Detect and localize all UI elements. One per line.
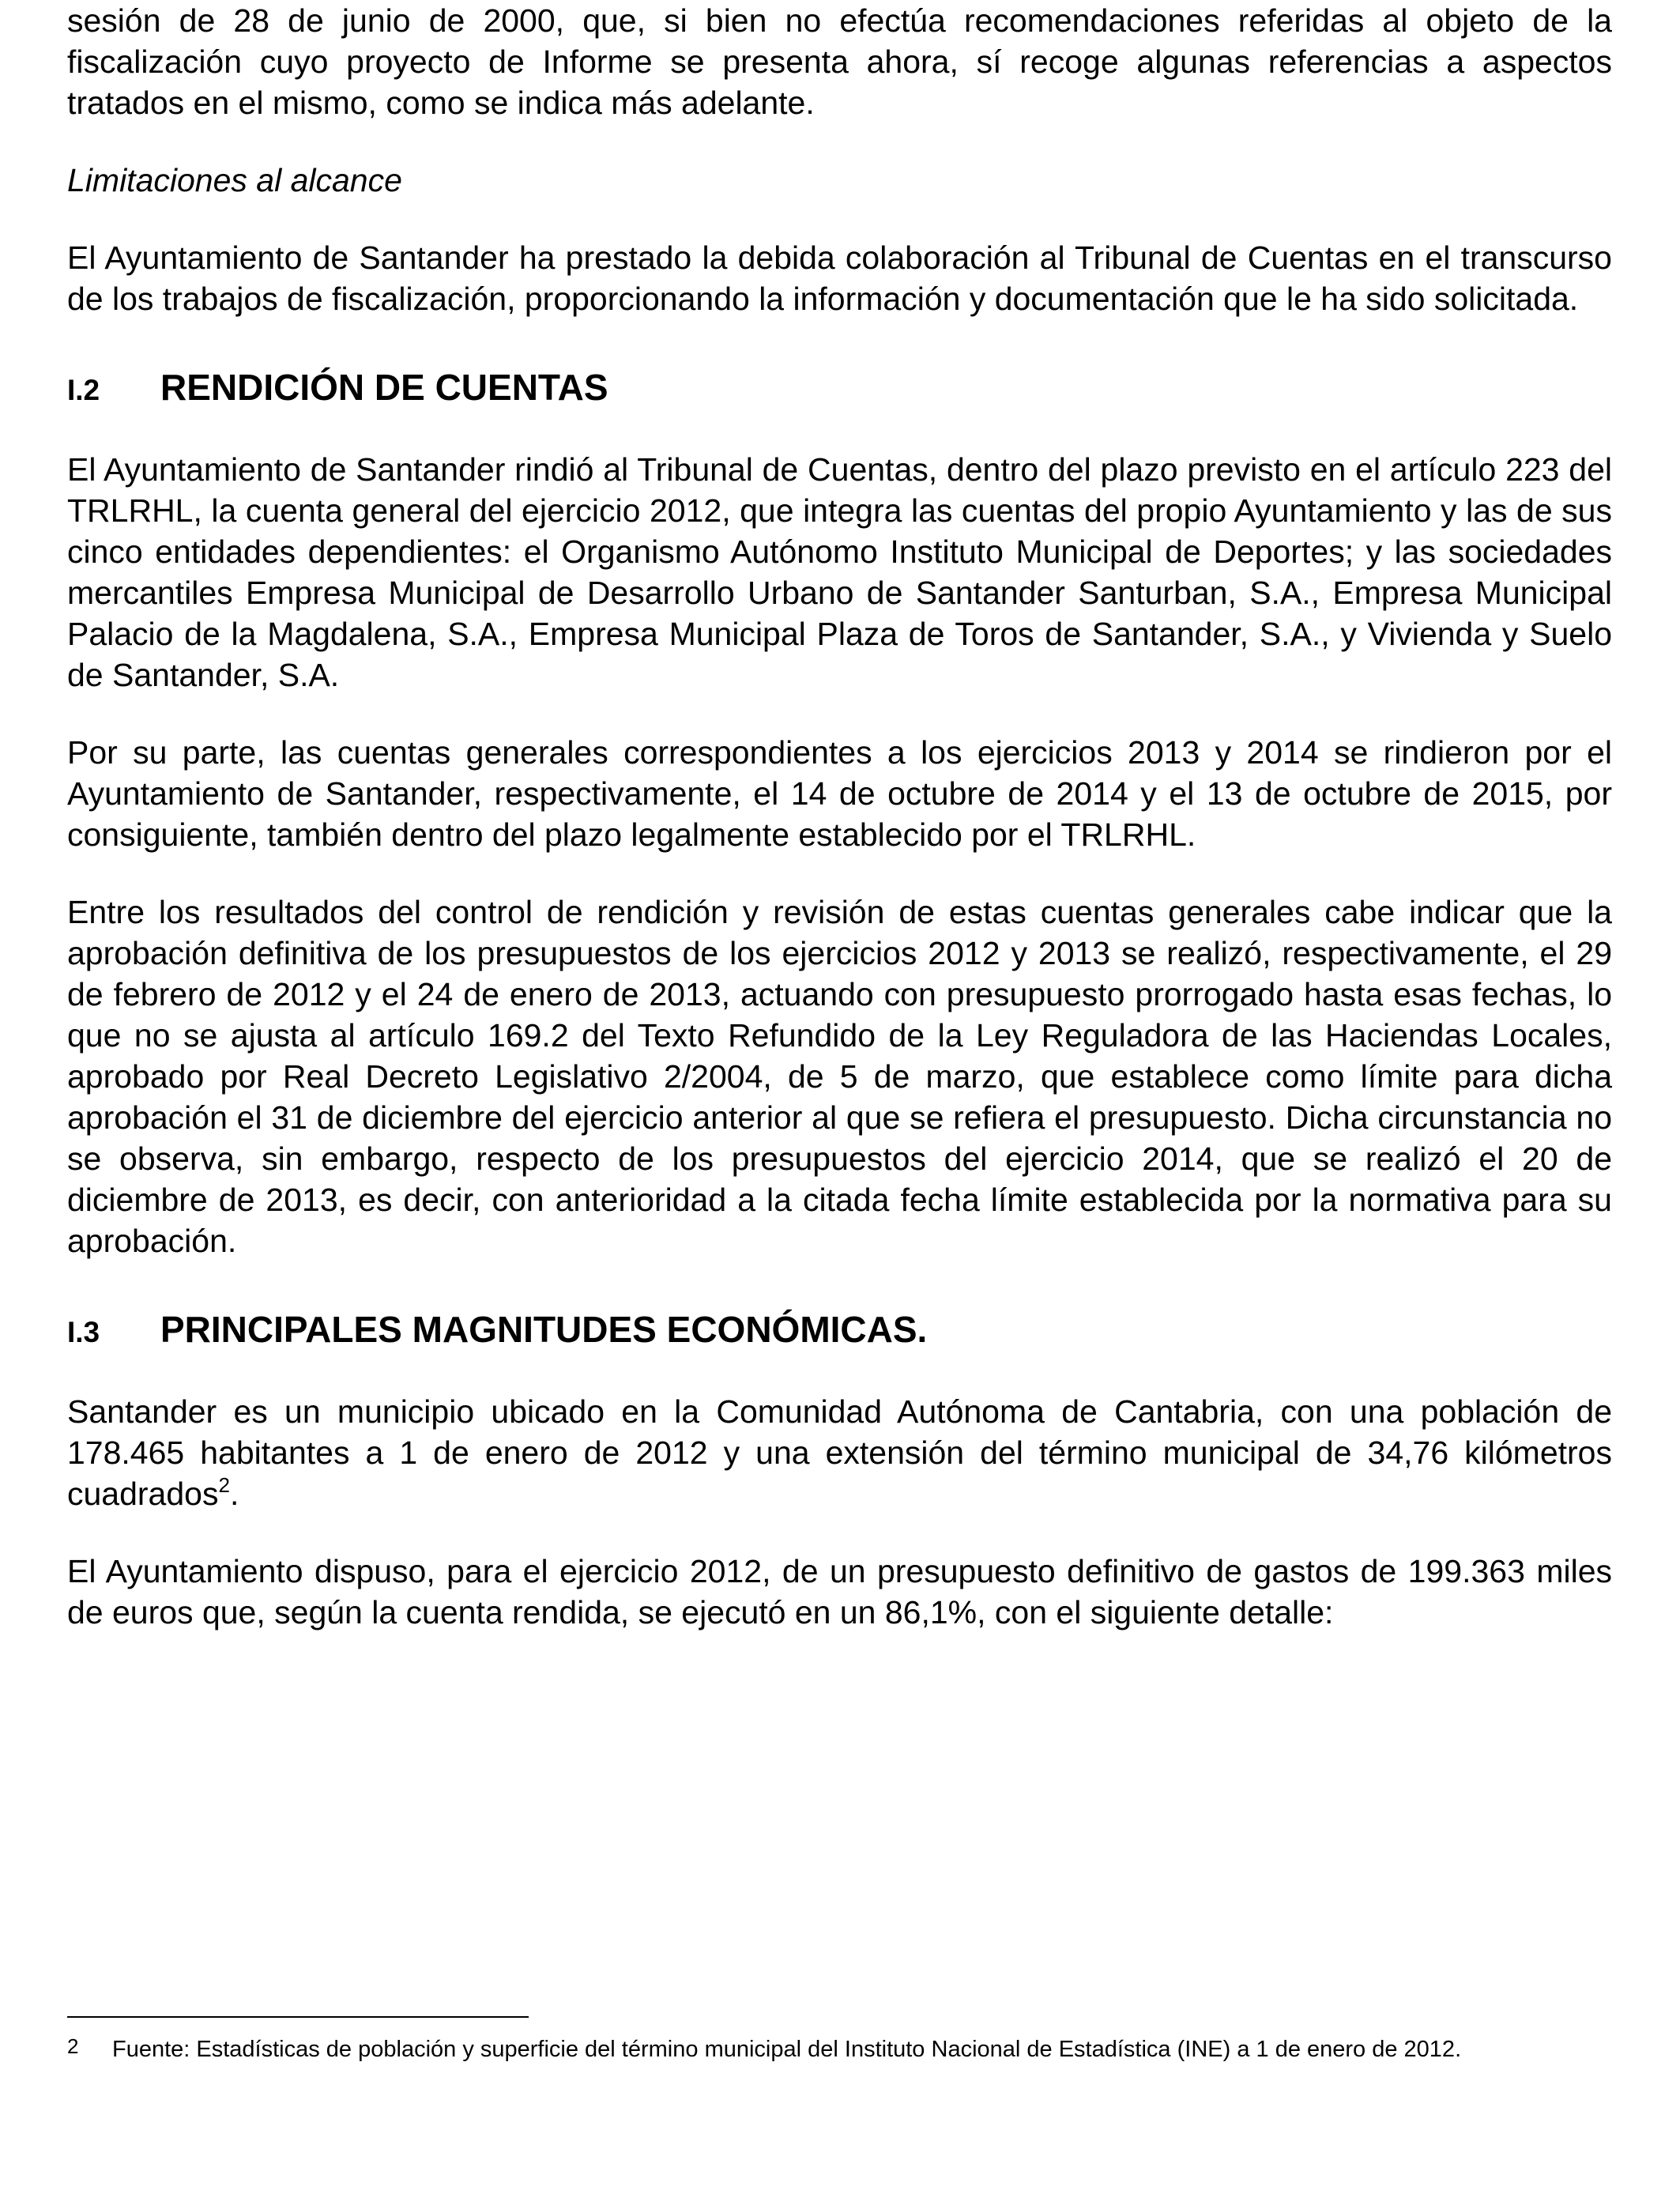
municipality-paragraph [67, 1391, 1612, 1514]
collaboration-paragraph: El Ayuntamiento de Santander ha prestado la debida colaboración al Tribunal de Cuentas en el transcurso de los trabajos de fiscalización, proporcionando la información y documentación que le ha sido solicitada. [67, 239, 1612, 317]
section-heading-i3 [67, 1306, 1612, 1356]
section-heading-i2 [67, 364, 1612, 414]
document-body [67, 0, 1612, 1633]
footnote-text: Fuente: Estadísticas de población y superficie del término municipal del Instituto Nacional de Estadística (INE) a 1 de enero de 2012. [112, 2037, 1462, 2062]
budget-paragraph: El Ayuntamiento dispuso, para el ejercicio 2012, de un presupuesto definitivo de gastos de 199.363 miles de euros que, según la cuenta rendida, se ejecutó en un 86,1%, con el siguiente detalle: [67, 1553, 1612, 1630]
footnote-reference[interactable]: 2 [218, 1473, 230, 1497]
section-title: RENDICIÓN DE CUENTAS [160, 367, 608, 408]
intro-paragraph: sesión de 28 de junio de 2000, que, si bien no efectúa recomendaciones referidas al objeto de la fiscalización cuyo proyecto de Informe se presenta ahora, sí recoge algunas referencias a aspectos tratados en el mismo, como se indica más adelante. [67, 2, 1612, 121]
section-number: I.2 [67, 374, 100, 406]
control-results-paragraph: Entre los resultados del control de rendición y revisión de estas cuentas generales cabe indicar que la aprobación definitiva de los presupuestos de los ejercicios 2012 y 2013 se realizó, respectivamente, el 29 de febrero de 2012 y el 24 de enero de 2013, actuando con presupuesto prorrogado hasta esas fechas, lo que no se ajusta al artículo 169.2 del Texto Refundido de la Ley Reguladora de las Haciendas Locales, aprobado por Real Decreto Legislativo 2/2004, de 5 de marzo, que establece como límite para dicha aprobación el 31 de diciembre del ejercicio anterior al que se refiera el presupuesto. Dicha circunstancia no se observa, sin embargo, respecto de los presupuestos del ejercicio 2014, que se realizó el 20 de diciembre de 2013, es decir, con anterioridad a la citada fecha límite establecida por la normativa para su aprobación. [67, 894, 1612, 1259]
accounts-2013-2014-paragraph: Por su parte, las cuentas generales correspondientes a los ejercicios 2013 y 2014 se rindieron por el Ayuntamiento de Santander, respectivamente, el 14 de octubre de 2014 y el 13 de octubre de 2015, por consiguiente, también dentro del plazo legalmente establecido por el TRLRHL. [67, 734, 1612, 853]
scope-limitations-subtitle: Limitaciones al alcance [67, 162, 402, 198]
footnote-separator [67, 2016, 529, 2018]
section-title: PRINCIPALES MAGNITUDES ECONÓMICAS. [160, 1309, 928, 1350]
section-number: I.3 [67, 1316, 100, 1348]
footnote [67, 2034, 1612, 2064]
accounts-rendering-paragraph: El Ayuntamiento de Santander rindió al Tribunal de Cuentas, dentro del plazo previsto en el artículo 223 del TRLRHL, la cuenta general del ejercicio 2012, que integra las cuentas del propio Ayuntamiento y las de sus cinco entidades dependientes: el Organismo Autónomo Instituto Municipal de Deportes; y las sociedades mercantiles Empresa Municipal de Desarrollo Urbano de Santander Santurban, S.A., Empresa Municipal Palacio de la Magdalena, S.A., Empresa Municipal Plaza de Toros de Santander, S.A., y Vivienda y Suelo de Santander, S.A. [67, 451, 1612, 693]
footnote-mark: 2 [67, 2034, 79, 2058]
municipality-text-end: . [229, 1476, 239, 1512]
municipality-text: Santander es un municipio ubicado en la Comunidad Autónoma de Cantabria, con una población de 178.465 habitantes a 1 de enero de 2012 y una extensión del término municipal de 34,76 kilómetros cuadrados [67, 1393, 1612, 1512]
